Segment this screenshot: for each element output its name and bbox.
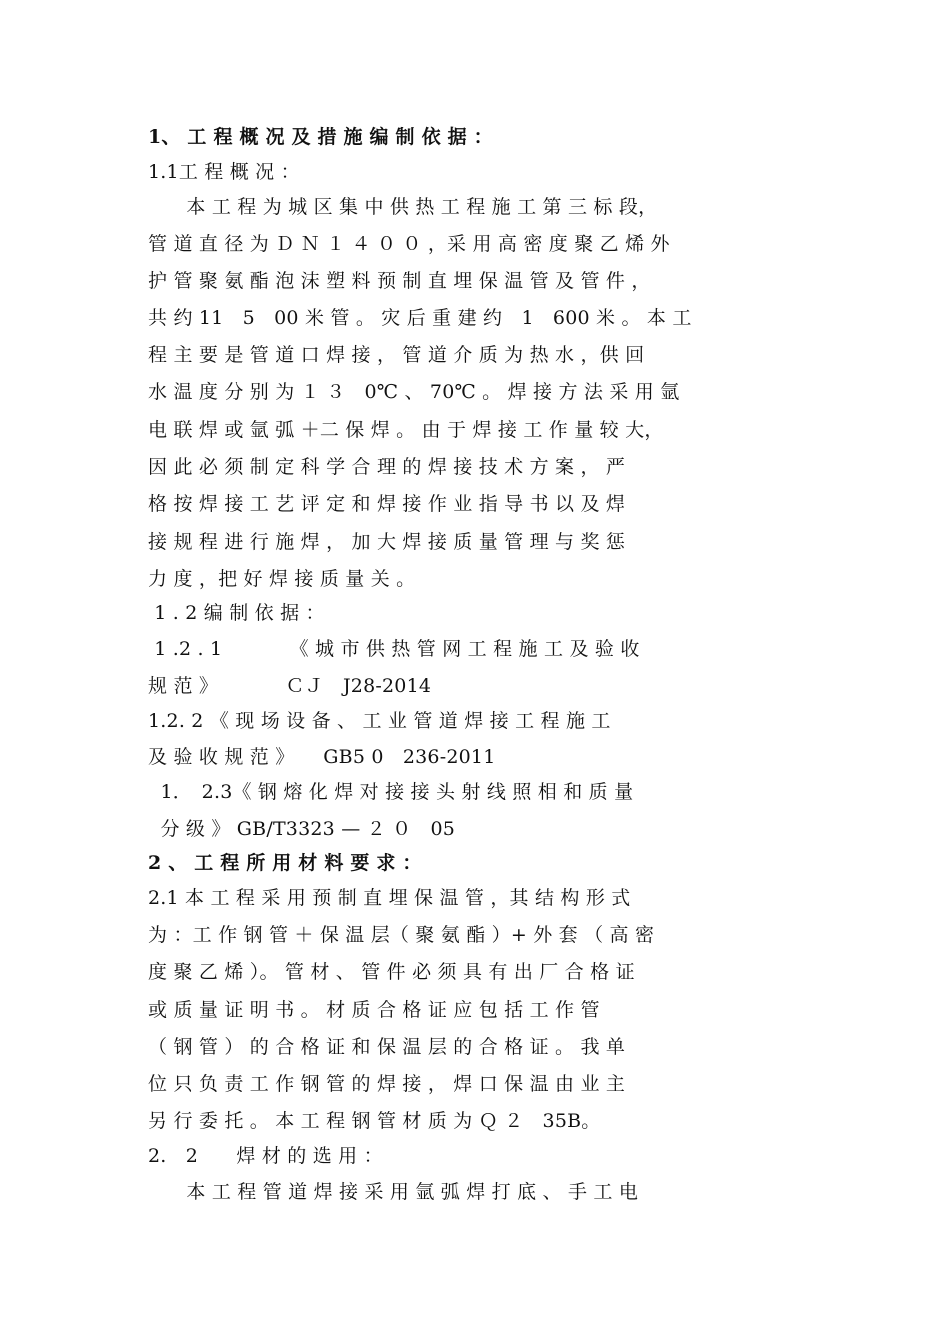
- subsection-heading-1-2: 1 . 2 编 制 依 据 ：: [148, 602, 325, 624]
- paragraph-line: 电 联 焊 或 氩 弧 ＋二 保 焊 。 由 于 焊 接 工 作 量 较 大，: [148, 419, 664, 441]
- paragraph-line: 接 规 程 进 行 施 焊 ， 加 大 焊 接 质 量 管 理 与 奖 惩: [148, 531, 626, 553]
- paragraph-line: 为 ：工 作 钢 管 ＋ 保 温 层（ 聚 氨 酯 ）+ 外 套 （ 高 密: [148, 924, 655, 946]
- paragraph-line: 2.1 本 工 程 采 用 预 制 直 埋 保 温 管 ，其 结 构 形 式: [148, 887, 631, 909]
- reference-item-cont: 分 级 》 GB/T3323 — ２ ０ 05: [148, 818, 456, 840]
- reference-item: 1． 2.3《 钢 熔 化 焊 对 接 接 头 射 线 照 相 和 质 量: [148, 781, 634, 803]
- paragraph-line: 共 约 11 5 00 米 管 。 灾 后 重 建 约 1 600 米 。 本 工: [148, 307, 692, 329]
- paragraph-line: 护 管 聚 氨 酯 泡 沫 塑 料 预 制 直 埋 保 温 管 及 管 件 ，: [148, 270, 651, 292]
- reference-item-cont: 及 验 收 规 范 》 GB5 0 236-2011: [148, 746, 496, 768]
- reference-item: 1 .2 . 1 《 城 市 供 热 管 网 工 程 施 工 及 验 收: [148, 638, 640, 660]
- paragraph-line: 另 行 委 托 。 本 工 程 钢 管 材 质 为 Ｑ ２ 35B。: [148, 1110, 601, 1132]
- paragraph-line: 因 此 必 须 制 定 科 学 合 理 的 焊 接 技 术 方 案 ， 严: [148, 456, 626, 478]
- paragraph-line: 本 工 程 为 城 区 集 中 供 热 工 程 施 工 第 三 标 段，: [148, 196, 658, 218]
- subsection-heading-1-1: 1.1工 程 概 况 ：: [148, 161, 300, 183]
- paragraph-line: 位 只 负 责 工 作 钢 管 的 焊 接 ， 焊 口 保 温 由 业 主: [148, 1073, 626, 1095]
- paragraph-line: 力 度 ，把 好 焊 接 质 量 关 。: [148, 568, 416, 590]
- paragraph-line: 格 按 焊 接 工 艺 评 定 和 焊 接 作 业 指 导 书 以 及 焊: [148, 493, 626, 515]
- paragraph-line: 度 聚 乙 烯 ）。 管 材 、 管 件 必 须 具 有 出 厂 合 格 证: [148, 961, 635, 983]
- paragraph-line: 管 道 直 径 为 Ｄ Ｎ １ ４ ０ ０ ，采 用 高 密 度 聚 乙 烯 外: [148, 233, 670, 255]
- section-heading-1: 1、 工 程 概 况 及 措 施 编 制 依 据 ：: [148, 126, 493, 148]
- reference-item: 1.2. 2 《 现 场 设 备 、 工 业 管 道 焊 接 工 程 施 工: [148, 710, 611, 732]
- paragraph-line: 水 温 度 分 别 为 １ ３ 0℃ 、 70℃ 。 焊 接 方 法 采 用 氩: [148, 381, 680, 403]
- reference-item-cont: 规 范 》 ＣＪ J28-2014: [148, 675, 432, 697]
- paragraph-line: 或 质 量 证 明 书 。 材 质 合 格 证 应 包 括 工 作 管: [148, 999, 600, 1021]
- subsection-heading-2-2: 2. 2 焊 材 的 选 用 ：: [148, 1145, 383, 1167]
- paragraph-line: 本 工 程 管 道 焊 接 采 用 氩 弧 焊 打 底 、 手 工 电: [148, 1181, 639, 1203]
- paragraph-line: 程 主 要 是 管 道 口 焊 接 ， 管 道 介 质 为 热 水 ，供 回: [148, 344, 645, 366]
- section-heading-2: 2 、 工 程 所 用 材 料 要 求 ：: [148, 852, 422, 874]
- paragraph-line: （ 钢 管 ） 的 合 格 证 和 保 温 层 的 合 格 证 。 我 单: [148, 1036, 626, 1058]
